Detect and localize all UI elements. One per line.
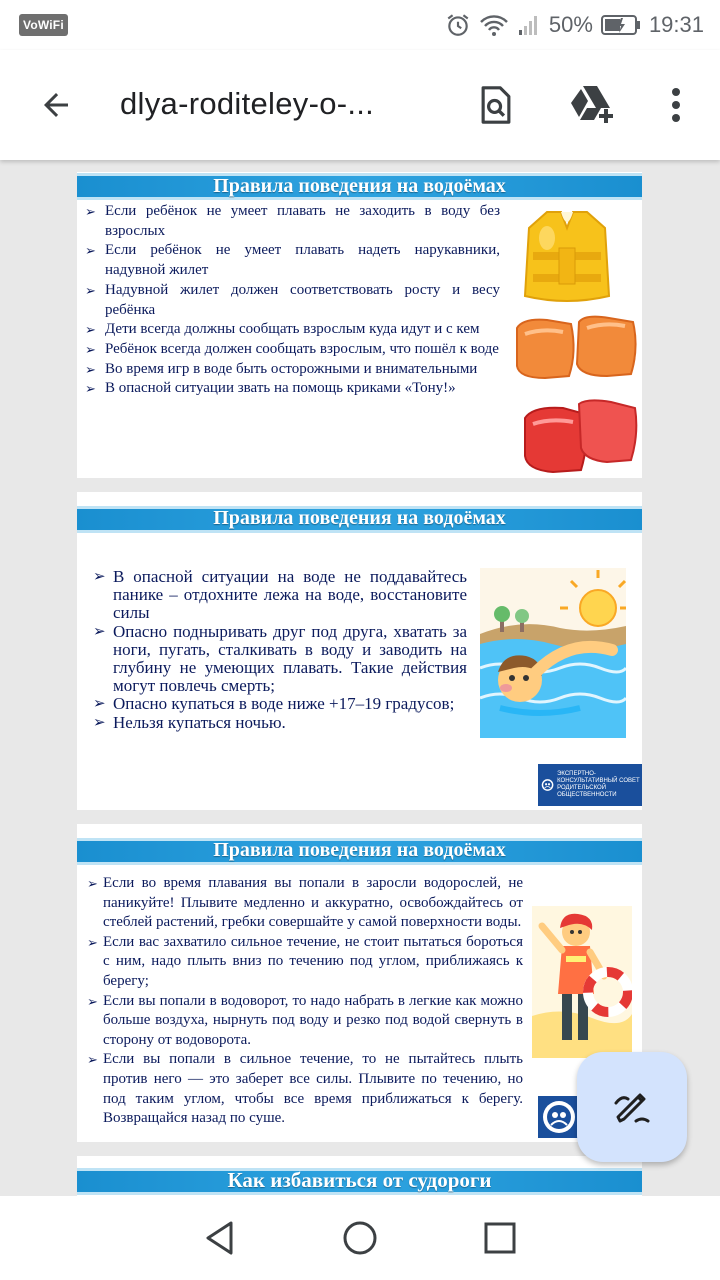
lifeguard-child-image (532, 906, 632, 1058)
council-logo-text: ЭКСПЕРТНО-КОНСУЛЬТАТИВНЫЙ СОВЕТ РОДИТЕЛЬСКОЙ ОБЩЕСТВЕННОСТИ (557, 771, 640, 798)
slide-1 (77, 172, 642, 478)
council-logo-icon (541, 767, 554, 803)
life-vest-image (517, 208, 617, 306)
more-options-button[interactable] (656, 83, 696, 127)
list-item: ➢ Если вас захватило сильное течение, не стоит пытаться бороться с ним, надо плыть вниз по течению под углом, приближаясь к берегу; (87, 933, 523, 989)
slide-title: Правила поведения на водоёмах (213, 175, 506, 197)
edit-pencil-icon (612, 1087, 652, 1127)
vowifi-badge: VoWiFi (19, 14, 68, 36)
nav-back-icon (203, 1220, 237, 1256)
arrow-bullet-icon: ➢ (87, 993, 98, 1009)
slide-title: Правила поведения на водоёмах (213, 507, 506, 529)
arrow-bullet-icon: ➢ (93, 696, 106, 713)
arrow-bullet-icon: ➢ (85, 322, 96, 338)
list-item: ➢ Если ребёнок не умеет плавать надеть нарукавники, надувной жилет (85, 242, 500, 279)
list-item: ➢ Нельзя купаться ночью. (93, 712, 286, 732)
slide-3 (77, 824, 642, 1142)
list-item: ➢ Если ребёнок не умеет плавать не заходить в воду без взрослых (85, 203, 500, 239)
arrow-bullet-icon: ➢ (85, 204, 96, 219)
back-button[interactable] (34, 83, 78, 127)
app-bar (0, 50, 720, 160)
arrow-bullet-icon: ➢ (85, 361, 96, 377)
bullet-list (93, 568, 467, 732)
armbands-orange-image (513, 314, 639, 384)
nav-back-button[interactable] (196, 1214, 244, 1262)
alarm-icon (445, 12, 471, 38)
list-item: ➢ Во время игр в воде быть осторожными и внимательными (85, 360, 500, 380)
arrow-bullet-icon: ➢ (87, 934, 98, 950)
slide-2 (77, 492, 642, 810)
list-item: ➢ В опасной ситуации на воде не поддавайтесь панике – отдохните лежа на воде, восстановите силы (93, 567, 467, 623)
list-item: ➢ Дети всегда должны сообщать взрослым куда идут и с кем (85, 320, 500, 340)
list-item: ➢ Ребёнок всегда должен сообщать взрослым, что пошёл к воде (85, 340, 500, 360)
list-item: ➢ В опасной ситуации звать на помощь криками «Тону!» (85, 379, 500, 399)
list-item: ➢ Надувной жилет должен соответствовать росту и весу ребёнка (85, 281, 500, 318)
list-item: ➢ Опасно купаться в воде ниже +17–19 градусов; (93, 694, 455, 714)
arrow-bullet-icon: ➢ (93, 714, 106, 731)
slide-4 (77, 1156, 642, 1196)
arrow-bullet-icon: ➢ (93, 569, 106, 585)
arrow-bullet-icon: ➢ (85, 341, 96, 357)
slide-title: Как избавиться от судороги (227, 1168, 492, 1192)
battery-icon (601, 14, 641, 36)
arrow-bullet-icon: ➢ (85, 381, 96, 397)
list-item: ➢ Опасно подныривать друг под друга, хватать за ноги, пугать, сталкивать в воду и заводить на глубину не умеющих плавать. Такие действия могут повлечь смерть; (93, 621, 467, 696)
bullet-list (85, 202, 500, 399)
find-in-page-button[interactable] (474, 83, 518, 127)
nav-home-button[interactable] (336, 1214, 384, 1262)
nav-recents-button[interactable] (476, 1214, 524, 1262)
list-item: ➢ Если вы попали в водоворот, то надо набрать в легкие как можно больше воздуха, нырнуть под воду и резко под водой свернуть в сторону от водоворота. (87, 992, 523, 1048)
wifi-icon (479, 12, 509, 38)
status-bar (0, 0, 720, 50)
signal-icon (517, 13, 541, 37)
arrow-bullet-icon: ➢ (87, 1052, 98, 1068)
back-arrow-icon (38, 87, 74, 123)
document-viewer[interactable] (0, 160, 720, 1196)
system-nav-bar (0, 1196, 720, 1280)
clock: 19:31 (648, 12, 704, 37)
arrow-bullet-icon: ➢ (85, 282, 96, 298)
arrow-bullet-icon: ➢ (87, 876, 98, 891)
bullet-list (87, 874, 523, 1129)
slide-title: Правила поведения на водоёмах (213, 839, 506, 861)
nav-recents-icon (484, 1222, 516, 1254)
council-logo-icon (541, 1099, 577, 1135)
find-in-page-icon (478, 85, 514, 125)
list-item: ➢ Если во время плавания вы попали в заросли водорослей, не паникуйте! Плывите медленно и аккуратно, освобождайтесь от стеблей растений, гребки совершайте у самой поверхности воды. (87, 875, 523, 931)
arrow-bullet-icon: ➢ (93, 623, 106, 640)
edit-fab-button[interactable] (577, 1052, 687, 1162)
armbands-red-image (523, 398, 639, 476)
add-to-drive-button[interactable] (567, 81, 619, 129)
more-vert-icon (670, 87, 682, 123)
nav-home-icon (342, 1220, 378, 1256)
battery-percent: 50% (548, 12, 593, 37)
document-title: dlya-roditeley-o-... (120, 86, 375, 121)
status-icons (445, 10, 704, 40)
swimming-child-image (480, 568, 626, 738)
arrow-bullet-icon: ➢ (85, 243, 96, 259)
list-item: ➢ Если вы попали в сильное течение, то не пытайтесь плыть против него — это заберет все силы. Плывите по течению, но под таким углом, чтобы все время приближаться к берегу. Возвращайся назад по суше. (87, 1051, 523, 1127)
council-logo (538, 764, 642, 806)
add-to-drive-icon (568, 83, 618, 127)
